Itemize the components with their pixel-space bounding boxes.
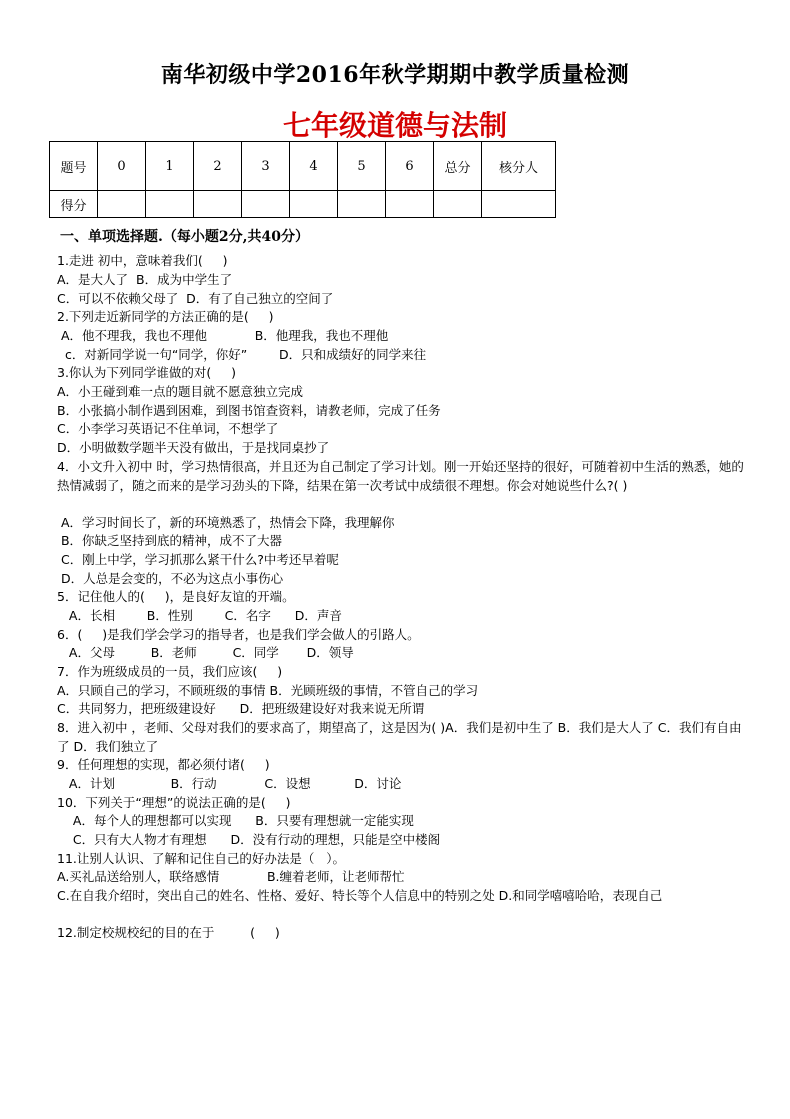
question-line: A．小王碰到难一点的题目就不愿意独立完成 [57, 384, 304, 399]
question-line: D．人总是会变的，不必为这点小事伤心 [57, 571, 284, 586]
question-line: 5．记住他人的( )，是良好友谊的开端。 [57, 589, 295, 604]
score-table-header-cell: 总分 [434, 142, 482, 191]
score-table-header-cell: 2 [194, 142, 242, 191]
score-cell [434, 191, 482, 218]
question-line: 10．下列关于“理想”的说法正确的是( ) [57, 795, 291, 810]
question-line: B．你缺乏坚持到底的精神，成不了大器 [57, 533, 283, 548]
question-line: D．小明做数学题半天没有做出，于是找同桌抄了 [57, 440, 330, 455]
score-cell [338, 191, 386, 218]
question-paragraph: C.在自我介绍时，突出自己的姓名、性格、爱好、特长等个人信息中的特别之处 D.和同学嘻嘻哈哈，表现自己 [57, 888, 663, 903]
question-line: C．只有大人物才有理想 D．没有行动的理想，只能是空中楼阁 [57, 832, 441, 847]
score-table-header-cell: 6 [386, 142, 434, 191]
question-line: A．父母 B．老师 C．同学 D．领导 [57, 645, 354, 660]
score-cell [386, 191, 434, 218]
question-line: 2.下列走近新同学的方法正确的是( ) [57, 309, 274, 324]
score-cell [146, 191, 194, 218]
question-line: A．是大人了 B．成为中学生了 [57, 272, 233, 287]
section-heading: 一、单项选择题.（每小题2分,共40分） [60, 229, 309, 245]
score-table-header-cell: 题号 [50, 142, 98, 191]
score-table-row-label: 得分 [50, 191, 98, 218]
question-line: c．对新同学说一句“同学，你好” D．只和成绩好的同学来往 [57, 347, 427, 362]
exam-title: 南华初级中学2016年秋学期期中教学质量检测 [160, 62, 630, 88]
question-paragraph: 4．小文升入初中 时，学习热情很高，并且还为自己制定了学习计划。刚一开始还坚持的很好，可随着初中生活的熟悉，她的热情减弱了，随之而来的是学习劲头的下降，结果在第一次考试中成绩很不理想。你会对她说些什么?( ) [57, 459, 744, 493]
score-table-header-cell: 5 [338, 142, 386, 191]
question-line: B．小张搞小制作遇到困难，到图书馆查资料，请教老师，完成了任务 [57, 403, 441, 418]
question-line: C．可以不依赖父母了 D．有了自己独立的空间了 [57, 291, 334, 306]
question-line: 12.制定校规校纪的目的在于 ( ) [57, 925, 280, 940]
question-line: A．计划 B．行动 C．设想 D．讨论 [57, 776, 402, 791]
question-line: A．每个人的理想都可以实现 B．只要有理想就一定能实现 [57, 813, 414, 828]
score-table-header-cell: 0 [98, 142, 146, 191]
question-line: C．小李学习英语记不住单词，不想学了 [57, 421, 279, 436]
score-table-header-cell: 1 [146, 142, 194, 191]
score-cell [98, 191, 146, 218]
question-line: 7．作为班级成员的一员，我们应该( ) [57, 664, 283, 679]
question-line: A.买礼品送给别人，联络感情 B.缠着老师，让老师帮忙 [57, 869, 405, 884]
question-line: A．长相 B．性别 C．名字 D．声音 [57, 608, 342, 623]
question-line: 1.走进 初中，意味着我们( ) [57, 253, 228, 268]
question-line: 3.你认为下列同学谁做的对( ) [57, 365, 237, 380]
score-table-header-cell: 核分人 [482, 142, 556, 191]
question-line: A．他不理我，我也不理他 B．他理我，我也不理他 [57, 328, 389, 343]
score-table [49, 141, 556, 218]
score-cell [482, 191, 556, 218]
question-line: C．共同努力，把班级建设好 D．把班级建设好对我来说无所谓 [57, 701, 425, 716]
question-line: 6．( )是我们学会学习的指导者，也是我们学会做人的引路人。 [57, 627, 420, 642]
question-paragraph: 8．进入初中 ，老师、父母对我们的要求高了，期望高了，这是因为( )A．我们是初中生了 B．我们是大人了 C．我们有自由了 D．我们独立了 [57, 720, 742, 754]
question-line: C．刚上中学，学习抓那么紧干什么?中考还早着呢 [57, 552, 339, 567]
score-cell [242, 191, 290, 218]
score-table-header-cell: 4 [290, 142, 338, 191]
exam-subtitle: 七年级道德与法制 [282, 109, 507, 142]
question-line: A．只顾自己的学习，不顾班级的事情 B．光顾班级的事情，不管自己的学习 [57, 683, 479, 698]
question-line: 9．任何理想的实现，都必须付诸( ) [57, 757, 270, 772]
question-line: 11.让别人认识、了解和记住自己的好办法是（ ）。 [57, 851, 346, 866]
score-table-header-cell: 3 [242, 142, 290, 191]
score-cell [194, 191, 242, 218]
score-cell [290, 191, 338, 218]
question-line: A．学习时间长了，新的环境熟悉了，热情会下降，我理解你 [57, 515, 395, 530]
